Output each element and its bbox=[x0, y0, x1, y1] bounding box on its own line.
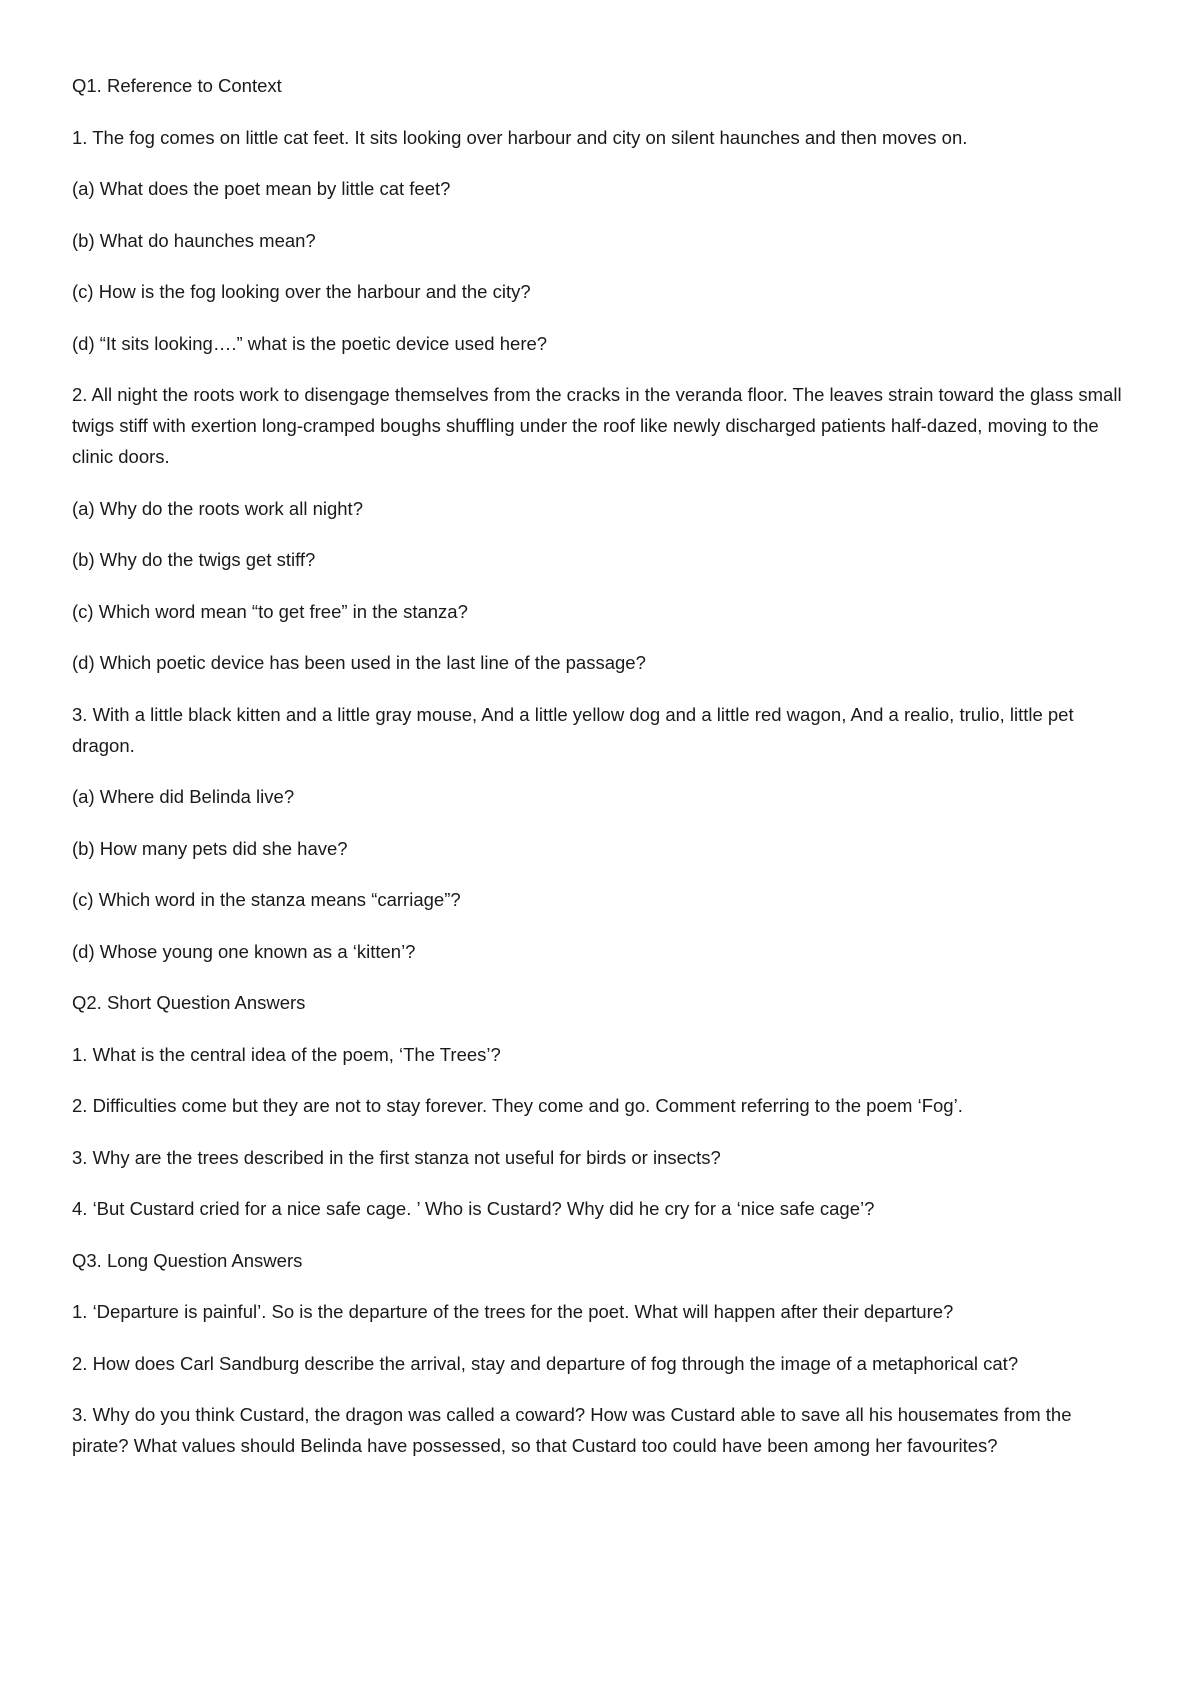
long-question-1: 1. ‘Departure is painful’. So is the departure of the trees for the poet. What will happen after their departure? bbox=[72, 1301, 954, 1322]
question-1c: (c) How is the fog looking over the harbour and the city? bbox=[72, 281, 531, 302]
question-2d: (d) Which poetic device has been used in the last line of the passage? bbox=[72, 652, 646, 673]
question-1b: (b) What do haunches mean? bbox=[72, 229, 316, 251]
question-3a: (a) Where did Belinda live? bbox=[72, 786, 295, 807]
section-heading-q1: Q1. Reference to Context bbox=[72, 75, 282, 96]
question-2b: (b) Why do the twigs get stiff? bbox=[72, 549, 316, 570]
document-body bbox=[72, 70, 1132, 1482]
question-3b: (b) How many pets did she have? bbox=[72, 837, 348, 859]
question-2c: (c) Which word mean “to get free” in the stanza? bbox=[72, 600, 468, 622]
short-question-1: 1. What is the central idea of the poem, ‘The Trees’? bbox=[72, 1043, 501, 1065]
question-1d: (d) “It sits looking….” what is the poetic device used here? bbox=[72, 332, 548, 354]
long-question-3: 3. Why do you think Custard, the dragon was called a coward? How was Custard able to save all his housemates from the pirate? What values should Belinda have possessed, so that Custard too could have been among her favourites? bbox=[72, 1404, 1072, 1456]
question-2a: (a) Why do the roots work all night? bbox=[72, 497, 363, 519]
passage-1: 1. The fog comes on little cat feet. It sits looking over harbour and city on silent haunches and then moves on. bbox=[72, 126, 968, 148]
short-question-2: 2. Difficulties come but they are not to stay forever. They come and go. Comment referring to the poem ‘Fog’. bbox=[72, 1095, 963, 1116]
question-3d: (d) Whose young one known as a ‘kitten’? bbox=[72, 940, 416, 962]
short-question-4: 4. ‘But Custard cried for a nice safe cage. ’ Who is Custard? Why did he cry for a ‘nice safe cage’? bbox=[72, 1198, 875, 1219]
question-1a: (a) What does the poet mean by little cat feet? bbox=[72, 178, 451, 199]
passage-2: 2. All night the roots work to disengage themselves from the cracks in the veranda floor. The leaves strain toward the glass small twigs stiff with exertion long-cramped boughs shuffling under the roof like newly discharged patients half-dazed, moving to the clinic doors. bbox=[72, 384, 1122, 467]
section-heading-q3: Q3. Long Question Answers bbox=[72, 1249, 303, 1271]
short-question-3: 3. Why are the trees described in the first stanza not useful for birds or insects? bbox=[72, 1146, 721, 1168]
question-3c: (c) Which word in the stanza means “carriage”? bbox=[72, 889, 461, 910]
section-heading-q2: Q2. Short Question Answers bbox=[72, 992, 306, 1013]
passage-3: 3. With a little black kitten and a little gray mouse, And a little yellow dog and a little red wagon, And a realio, trulio, little pet dragon. bbox=[72, 703, 1074, 756]
long-question-2: 2. How does Carl Sandburg describe the arrival, stay and departure of fog through the image of a metaphorical cat? bbox=[72, 1352, 1019, 1374]
